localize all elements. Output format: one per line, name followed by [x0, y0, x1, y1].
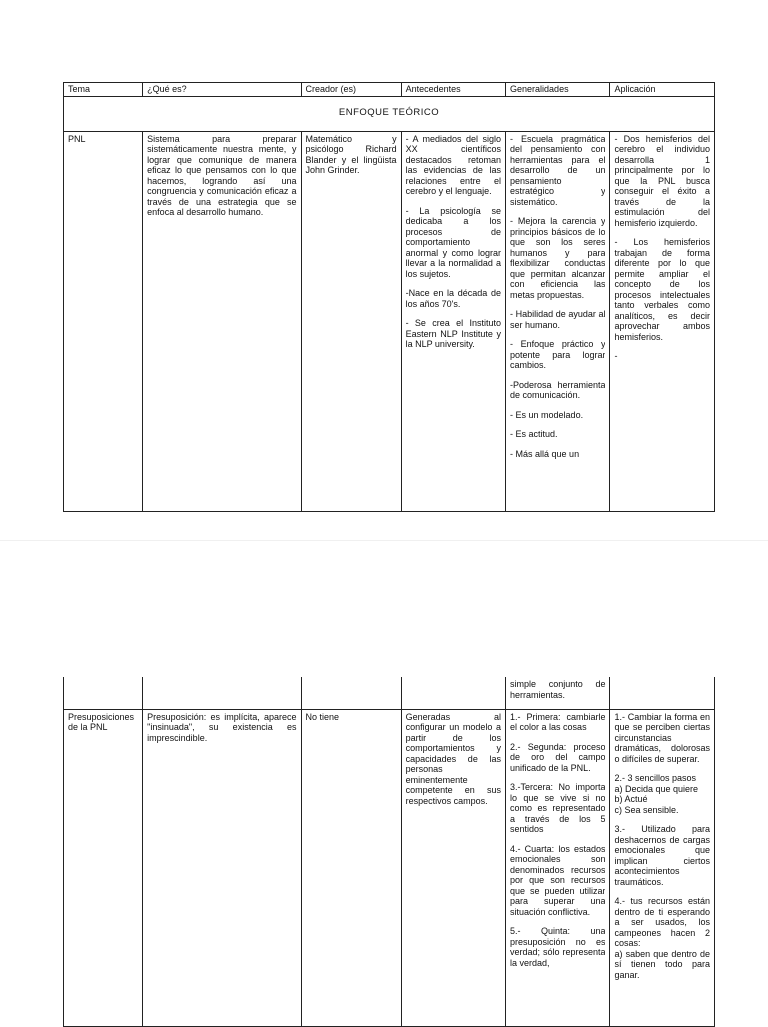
- generalidad-item: - Mejora la carencia y principios básicos de lo que son los seres humanos y para flexibilizar conductas que permitan alcanzar con eficiencia las metas propuestas.: [510, 216, 606, 300]
- empty-cell: [610, 677, 715, 709]
- theory-table: [63, 82, 715, 512]
- empty-cell: [64, 677, 143, 709]
- row1-tema: PNL: [64, 131, 143, 511]
- row2-antecedentes: Generadas al configurar un modelo a partir de los comportamientos y capacidades de las personas eminentemente competente en sus respectivos campos.: [401, 709, 505, 1026]
- aplicacion-item: 3.- Utilizado para deshacernos de cargas emocionales que implican ciertos acontecimientos traumáticos.: [614, 824, 710, 887]
- continuation-text: simple conjunto de herramientas.: [506, 677, 610, 709]
- step-item: a) Decida que quiere: [614, 783, 699, 794]
- row2-que-es: Presuposición: es implícita, aparece "insinuada", su existencia es imprescindible.: [143, 709, 301, 1026]
- generalidad-item: - Más allá que un: [510, 448, 580, 459]
- presuposicion-item: 5.- Quinta: una presuposición no es verdad; sólo representa la verdad,: [510, 926, 606, 968]
- presuposicion-item: 1.- Primera: cambiarle el color a las cosas: [510, 711, 606, 732]
- generalidad-item: - Es un modelado.: [510, 409, 584, 420]
- generalidad-item: - Escuela pragmática del pensamiento con herramientas para el desarrollo de un pensamiento estratégico y sistemático.: [510, 133, 606, 207]
- header-aplicacion: Aplicación: [610, 83, 715, 97]
- row2-tema: Presuposiciones de la PNL: [64, 709, 143, 1026]
- generalidad-item: - Es actitud.: [510, 429, 558, 439]
- aplicacion-item: 4.- tus recursos están dentro de ti esperando a ser usados, los campeones hacen 2 cosas:: [614, 896, 710, 948]
- antecedente-item: -Nace en la década de los años 70's.: [405, 288, 502, 309]
- generalidad-item: -Poderosa herramienta de comunicación.: [510, 379, 606, 400]
- section-title: ENFOQUE TEÓRICO: [64, 96, 715, 131]
- theory-table-continued: [63, 677, 715, 1027]
- antecedente-item: - A mediados del siglo XX científicos destacados retoman las evidencias de las relaciones entre el cerebro y el lenguaje.: [405, 133, 502, 196]
- row2-generalidades: [506, 709, 610, 1026]
- table-row: [64, 709, 715, 1026]
- empty-cell: [301, 677, 401, 709]
- empty-cell: [143, 677, 301, 709]
- empty-cell: [401, 677, 505, 709]
- header-antecedentes: Antecedentes: [401, 83, 505, 97]
- generalidad-item: - Habilidad de ayudar al ser humano.: [510, 309, 606, 330]
- steps-title: 2.- 3 sencillos pasos: [614, 773, 697, 783]
- generalidad-item: - Enfoque práctico y potente para lograr cambios.: [510, 339, 606, 370]
- row1-aplicacion: [610, 131, 715, 511]
- row2-aplicacion: [610, 709, 715, 1026]
- step-item: c) Sea sensible.: [614, 804, 679, 815]
- aplicacion-steps: [614, 773, 710, 815]
- row1-generalidades: [506, 131, 610, 511]
- aplicacion-item: - Los hemisferios trabajan de forma diferente por lo que permite ampliar el concepto de los procesos intelectuales tanto verbales como analíticos, es decir aprovechar ambos hemisferios.: [614, 237, 710, 342]
- aplicacion-item: a) saben que dentro de sí tienen todo para ganar.: [614, 948, 710, 980]
- row1-antecedentes: [401, 131, 505, 511]
- row1-creador: Matemático y psicólogo Richard Blander y el lingüista John Grinder.: [301, 131, 401, 511]
- row2-creador: No tiene: [301, 709, 401, 1026]
- row1-que-es: Sistema para preparar sistemáticamente nuestra mente, y lograr que comunique de manera eficaz lo que pensamos con lo que hacemos, logrando así una congruencia y comunicación eficaz a través de una estrategia que se enfoca al desarrollo humano.: [143, 131, 301, 511]
- presuposicion-item: 4.- Cuarta: los estados emocionales son denominados recursos por que son recursos que se pueden utilizar para superar una situación conflictiva.: [510, 843, 606, 917]
- antecedente-item: - La psicología se dedicaba a los procesos de comportamiento anormal y como lograr llevar a la normalidad a los sujetos.: [405, 205, 502, 279]
- presuposicion-item: 3.-Tercera: No importa lo que se vive si no como es representado a través de los 5 sentidos: [510, 782, 606, 834]
- aplicacion-item: -: [614, 351, 618, 361]
- page-2: [0, 540, 768, 1025]
- step-item: b) Actué: [614, 794, 648, 804]
- header-generalidades: Generalidades: [506, 83, 610, 97]
- presuposicion-item: 2.- Segunda: proceso de oro del campo unificado de la PNL.: [510, 741, 606, 773]
- section-row: [64, 96, 715, 131]
- antecedente-item: - Se crea el Instituto Eastern NLP Institute y la NLP university.: [405, 318, 502, 349]
- table-row: [64, 131, 715, 511]
- aplicacion-item: 1.- Cambiar la forma en que se perciben ciertas circunstancias dramáticas, dolorosas o difíciles de superar.: [614, 711, 710, 764]
- header-que-es: ¿Qué es?: [143, 83, 301, 97]
- header-tema: Tema: [64, 83, 143, 97]
- header-row: [64, 83, 715, 97]
- aplicacion-item: - Dos hemisferios del cerebro el individuo desarrolla 1 principalmente por lo que la PNL busca conseguir el éxito a través de la estimulación del hemisferio izquierdo.: [614, 133, 710, 228]
- continuation-row: [64, 677, 715, 709]
- header-creador: Creador (es): [301, 83, 401, 97]
